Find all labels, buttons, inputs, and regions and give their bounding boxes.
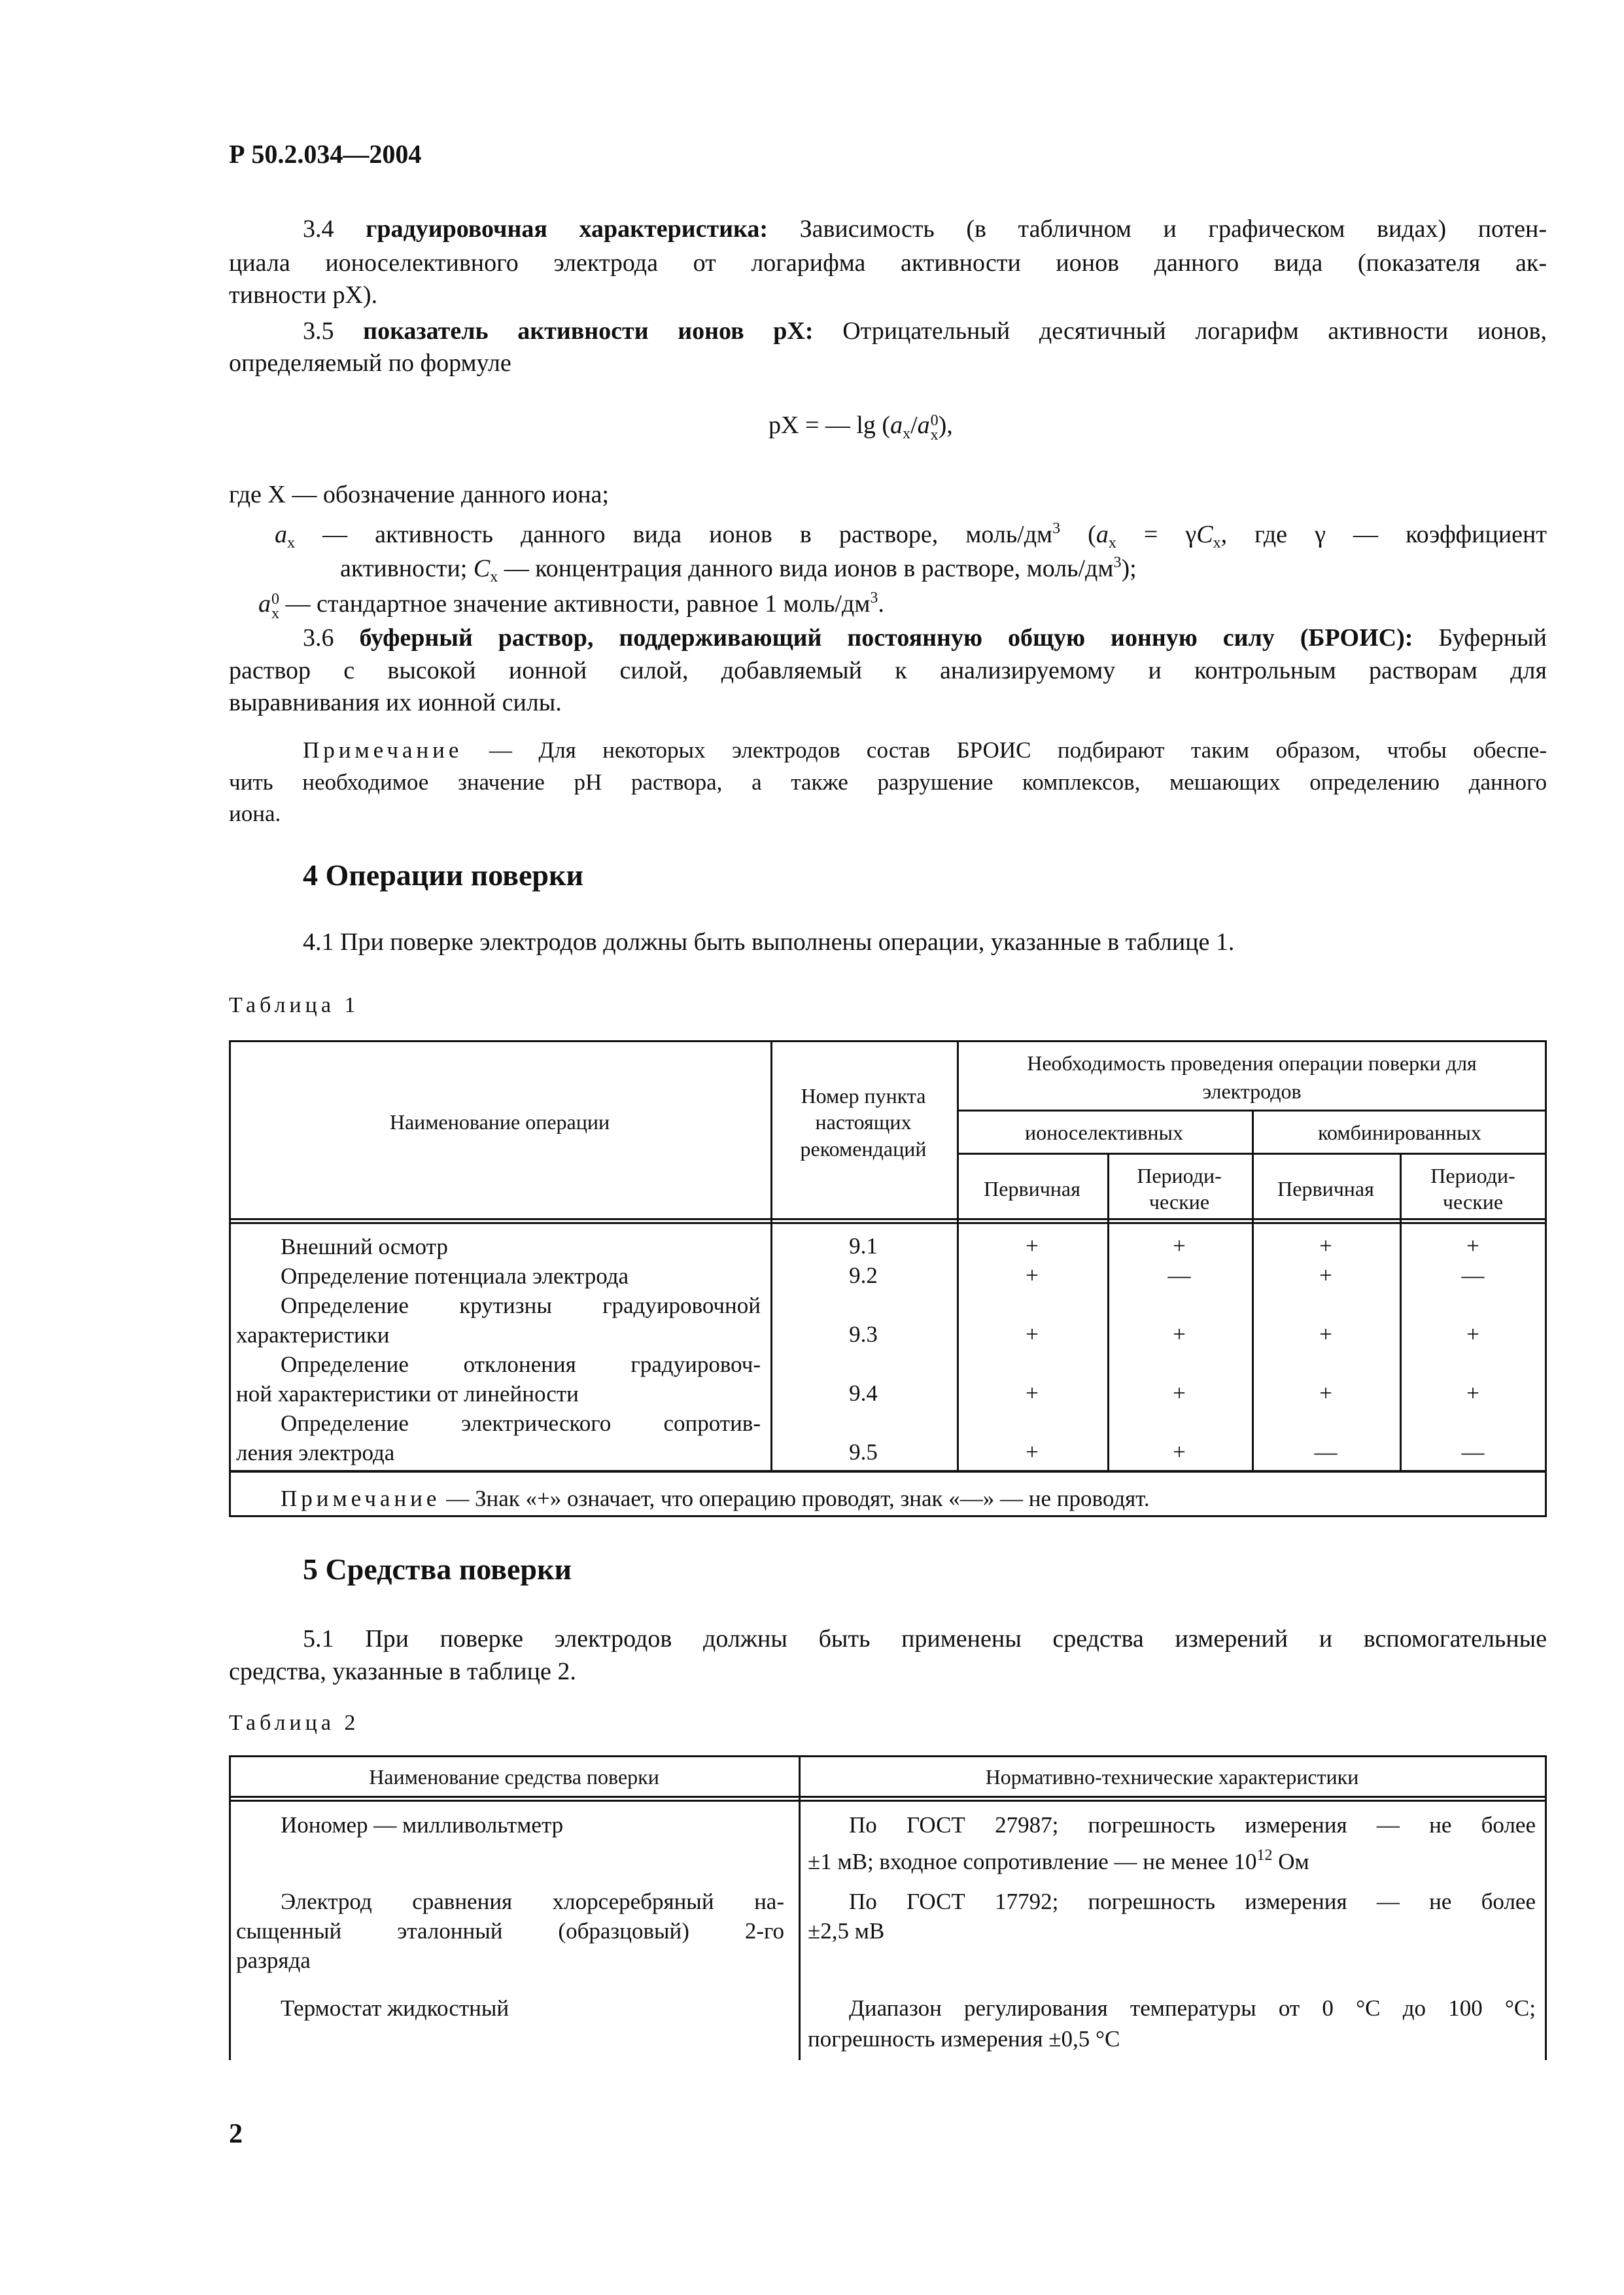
where-line: активности; $C_x$ — концентрация данного вида ионов в растворе, моль/$дм^3$); bbox=[340, 554, 1137, 586]
where-line: где X — обозначение данного иона; bbox=[229, 481, 609, 508]
tool-characteristics: погрешность измерения ±0,5 °C bbox=[808, 2026, 1120, 2052]
note-line: Примечание — Для некоторых электродов состав БРОИС подбирают таким образом, чтобы обеспе- bbox=[303, 737, 1547, 763]
para-3-5-line: определяемый по формуле bbox=[229, 349, 511, 377]
requirement-mark: + bbox=[1026, 1233, 1039, 1259]
clause-number: 9.3 bbox=[849, 1322, 878, 1347]
formula: pX = — $\lg (a_x/a0$ x), bbox=[769, 412, 953, 444]
tool-characteristics: ±1 мВ; входное сопротивление — не менее $10^{12}$ Ом bbox=[808, 1847, 1309, 1874]
para-3-5-line: 3.5 показатель активности ионов pX: Отрицательный десятичный логарифм активности ионов, bbox=[303, 317, 1547, 345]
requirement-mark: + bbox=[1026, 1322, 1039, 1347]
requirement-mark: + bbox=[1466, 1233, 1479, 1259]
clause-number: 9.2 bbox=[849, 1263, 878, 1288]
tool-characteristics: Диапазон регулирования температуры от 0 °C до 100 °C; bbox=[849, 1995, 1536, 2021]
requirement-mark: + bbox=[1319, 1263, 1332, 1288]
para-3-6-line: выравнивания их ионной силы. bbox=[229, 689, 562, 716]
requirement-mark: — bbox=[1314, 1439, 1338, 1465]
operation-name: Определение отклонения градуировоч- bbox=[281, 1352, 761, 1377]
operation-name: Определение потенциала электрода bbox=[281, 1263, 629, 1289]
note-line: иона. bbox=[229, 801, 281, 826]
col-header-primary: Первичная bbox=[984, 1177, 1080, 1200]
col-header-comb: комбинированных bbox=[1318, 1121, 1481, 1144]
operation-name: Внешний осмотр bbox=[281, 1234, 448, 1259]
requirement-mark: + bbox=[1026, 1263, 1039, 1288]
col-header-ion: ионоселективных bbox=[1025, 1121, 1183, 1144]
col-header-num: Номер пункта bbox=[801, 1084, 926, 1108]
col-header-tool: Наименование средства поверки bbox=[369, 1765, 659, 1789]
para-3-6-line: раствор с высокой ионной силой, добавляемый к анализируемому и контрольным растворам для bbox=[229, 657, 1547, 684]
col-header-characteristics: Нормативно-технические характеристики bbox=[985, 1765, 1359, 1789]
requirement-mark: + bbox=[1466, 1322, 1479, 1347]
tool-name: Иономер — милливольтметр bbox=[281, 1812, 564, 1838]
operation-name: ления электрода bbox=[236, 1440, 395, 1465]
where-line: $a_x$ — активность данного вида ионов в растворе, моль/$дм^3$ ($a_x = \gamma C_x$, где γ — коэффициент bbox=[275, 520, 1547, 552]
col-header-primary: Первичная bbox=[1277, 1177, 1374, 1200]
col-header-need: электродов bbox=[1202, 1079, 1302, 1103]
col-header-num: настоящих bbox=[815, 1110, 912, 1134]
document-code: Р 50.2.034—2004 bbox=[229, 139, 422, 169]
requirement-mark: + bbox=[1173, 1233, 1186, 1259]
requirement-mark: — bbox=[1461, 1263, 1485, 1288]
requirement-mark: + bbox=[1319, 1322, 1332, 1347]
para-5-1-line: 5.1 При поверке электродов должны быть применены средства измерений и вспомогательные bbox=[303, 1625, 1547, 1653]
col-header-periodic: Периоди- bbox=[1137, 1164, 1222, 1187]
tool-name: сыщенный эталонный (образцовый) 2-го bbox=[236, 1918, 784, 1944]
requirement-mark: + bbox=[1173, 1439, 1186, 1465]
table-2-caption: Таблица 2 bbox=[229, 1711, 360, 1735]
col-header-periodic: ческие bbox=[1149, 1190, 1210, 1214]
requirement-mark: + bbox=[1319, 1380, 1332, 1406]
para-4-1: 4.1 При поверке электродов должны быть выполнены операции, указанные в таблице 1. bbox=[303, 928, 1235, 956]
operation-name: характеристики bbox=[236, 1322, 390, 1348]
requirement-mark: + bbox=[1319, 1233, 1332, 1259]
note-line: чить необходимое значение pH раствора, а также разрушение комплексов, мешающих определению данного bbox=[229, 769, 1547, 795]
requirement-mark: — bbox=[1167, 1263, 1191, 1288]
tool-characteristics: По ГОСТ 17792; погрешность измерения — не более bbox=[849, 1889, 1536, 1914]
section-5-heading: 5 Средства поверки bbox=[303, 1552, 572, 1586]
requirement-mark: + bbox=[1026, 1380, 1039, 1406]
para-3-4-line: 3.4 градуировочная характеристика: Зависимость (в табличном и графическом видах) потен- bbox=[303, 215, 1547, 243]
table-1-caption: Таблица 1 bbox=[229, 993, 360, 1017]
tool-characteristics: ±2,5 мВ bbox=[808, 1918, 885, 1944]
para-3-4-line: циала ионоселективного электрода от логарифма активности ионов данного вида (показателя ак- bbox=[229, 249, 1547, 277]
col-header-need: Необходимость проведения операции поверки для bbox=[1027, 1051, 1477, 1075]
col-header-num: рекомендаций bbox=[800, 1137, 927, 1161]
tool-characteristics: По ГОСТ 27987; погрешность измерения — не более bbox=[849, 1812, 1536, 1838]
clause-number: 9.1 bbox=[849, 1233, 878, 1259]
requirement-mark: + bbox=[1466, 1380, 1479, 1406]
para-3-4-line: тивности pX). bbox=[229, 281, 378, 309]
operation-name: Определение крутизны градуировочной bbox=[281, 1293, 761, 1318]
col-header-name: Наименование операции bbox=[389, 1110, 610, 1134]
operation-name: ной характеристики от линейности bbox=[236, 1381, 579, 1407]
col-header-periodic: Периоди- bbox=[1430, 1164, 1515, 1187]
requirement-mark: + bbox=[1173, 1322, 1186, 1347]
tool-name: разряда bbox=[236, 1948, 311, 1973]
requirement-mark: + bbox=[1173, 1380, 1186, 1406]
para-5-1-line: средства, указанные в таблице 2. bbox=[229, 1658, 576, 1685]
tool-name: Электрод сравнения хлорсеребряный на- bbox=[281, 1889, 784, 1914]
para-3-6-line: 3.6 буферный раствор, поддерживающий постоянную общую ионную силу (БРОИС): Буферный bbox=[303, 624, 1547, 652]
page-number: 2 bbox=[229, 2119, 243, 2149]
clause-number: 9.4 bbox=[849, 1380, 878, 1406]
tool-name: Термостат жидкостный bbox=[281, 1995, 510, 2021]
table-1-note: Примечание — Знак «+» означает, что операцию проводят, знак «—» — не проводят. bbox=[281, 1486, 1150, 1511]
col-header-periodic: ческие bbox=[1442, 1190, 1504, 1214]
requirement-mark: + bbox=[1026, 1439, 1039, 1465]
where-line: a0 x — стандартное значение активности, равное 1 моль/$дм^3$. bbox=[258, 589, 884, 622]
operation-name: Определение электрического сопротив- bbox=[281, 1410, 761, 1436]
requirement-mark: — bbox=[1461, 1439, 1485, 1465]
section-4-heading: 4 Операции поверки bbox=[303, 858, 584, 892]
clause-number: 9.5 bbox=[849, 1439, 878, 1465]
